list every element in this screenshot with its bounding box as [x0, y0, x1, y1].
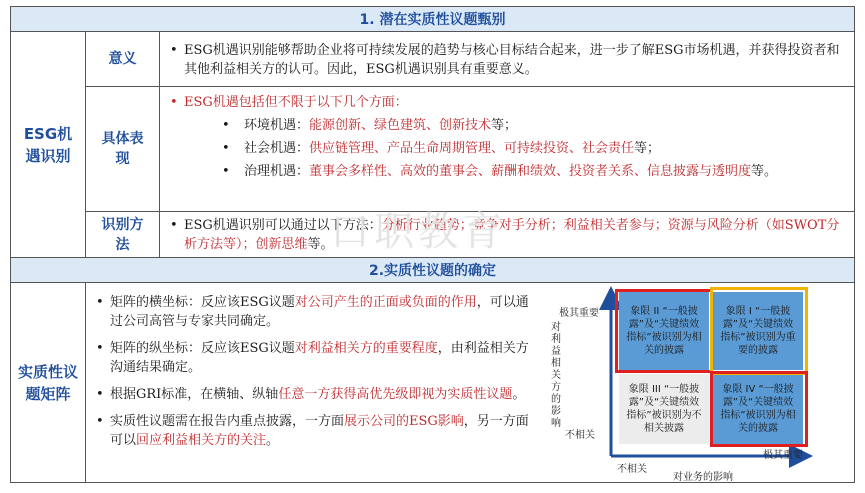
quadrant-4-highlight — [710, 371, 808, 447]
materiality-matrix — [545, 286, 853, 483]
x-high-label: 极其重要 — [763, 450, 803, 461]
social-opportunity-item — [170, 139, 844, 158]
section-1-title: 1. 潜在实质性议题甄别 — [359, 12, 506, 28]
bullet-text: 矩阵的纵坐标：反应该ESG议题 — [110, 341, 295, 356]
method-label: 识别方法 — [101, 216, 144, 253]
bullet-highlight: 对利益相关方的重要程度 — [294, 341, 438, 356]
bullet-text: 。 — [266, 433, 280, 448]
method-content: 分析行业趋势；竞争对手分析；利益相关者参与；资源与风险分析（如SWOT分析方法等）；创新思维 — [184, 218, 840, 252]
matrix-bullet-y-axis — [96, 339, 536, 377]
method-text — [170, 216, 844, 254]
bullet-text: ，可以通过公司高管与专家共同确定。 — [110, 295, 529, 329]
section-2-title: 2.实质性议题的确定 — [368, 263, 497, 279]
bullet-highlight: 任意一方获得高优先级即视为实质性议题 — [278, 387, 513, 402]
quadrant-3 — [619, 374, 709, 444]
meaning-label: 意义 — [108, 51, 137, 67]
bullet-text: 矩阵的横坐标：反应该ESG议题 — [110, 295, 295, 310]
item-suffix: 等； — [491, 118, 518, 133]
bullet-text: 根据GRI标准，在横轴、纵轴 — [110, 387, 279, 402]
esg-opportunity-label-cell — [10, 31, 86, 258]
bullet-highlight: 对公司产生的正面或负面的作用 — [294, 295, 477, 310]
environment-opportunity-item — [170, 116, 844, 135]
item-content: 董事会多样性、高效的董事会、薪酬和绩效、投资者关系、信息披露与透明度 — [309, 164, 752, 179]
quadrant-2-highlight — [615, 289, 713, 373]
item-prefix: 环境机遇： — [244, 118, 310, 133]
matrix-bullet-gri — [96, 385, 536, 404]
x-axis-label: 对业务的影响 — [673, 472, 733, 483]
meaning-text: • ESG机遇识别能够帮助企业将可持续发展的趋势与核心目标结合起来，进一步了解ESG市场机遇，并获得投资者和其他利益相关方的认可。因此，ESG机遇识别具有重要意义。 — [170, 41, 844, 79]
matrix-label: 实质性议题矩阵 — [17, 362, 78, 403]
item-content: 能源创新、绿色建筑、创新技术 — [309, 118, 492, 133]
bullet-text: 。 — [512, 387, 526, 402]
matrix-bullet-x-axis — [96, 293, 536, 331]
bullet-highlight: 回应利益相关方的关注 — [136, 433, 267, 448]
meaning-label-cell — [85, 31, 160, 87]
bullet-text: 实质性议题需在报告内重点披露，一方面 — [110, 414, 345, 429]
method-content-cell — [159, 211, 855, 258]
specific-intro: • ESG机遇包括但不限于以下几个方面： — [170, 93, 844, 112]
meaning-content-cell — [159, 31, 855, 87]
matrix-bullet-list — [96, 293, 536, 450]
governance-opportunity-item — [170, 162, 844, 181]
method-prefix: ESG机遇识别可以通过以下方法： — [184, 218, 382, 233]
watermark: 口职教育 — [330, 209, 506, 255]
matrix-label-cell — [10, 282, 86, 483]
item-content: 供应链管理、产品生命周期管理、可持续投资、社会责任 — [309, 141, 635, 156]
bullet-text: ，由利益相关方沟通结果确定。 — [110, 341, 529, 375]
esg-opportunity-label: ESG机遇识别 — [23, 124, 73, 165]
x-low-label: 不相关 — [617, 464, 647, 475]
specific-label: 具体表现 — [101, 131, 144, 167]
method-label-cell — [85, 211, 160, 258]
y-low-label: 不相关 — [565, 430, 595, 441]
bullet-highlight: 展示公司的ESG影响 — [344, 414, 464, 429]
quadrant-3-text: 象限 III “一般披露”及“关键绩效指标”被识别为不相关披露 — [626, 384, 702, 434]
section-2-header — [10, 257, 855, 283]
section-1-header — [10, 6, 855, 32]
item-suffix: 等； — [634, 141, 661, 156]
quadrant-4-text: 象限 IV “一般披露”及“关键绩效指标”被识别为相关的披露 — [720, 384, 796, 434]
specific-content-cell — [159, 86, 855, 212]
bullet-text: ，另一方面可以 — [110, 414, 529, 448]
quadrant-1-text: 象限 I “一般披露”及“关键绩效指标”被识别为重要的披露 — [720, 306, 796, 356]
specific-label-cell — [85, 86, 160, 212]
quadrant-2-text: 象限 II “一般披露”及“关键绩效指标”被识别为相关的披露 — [626, 306, 702, 356]
quadrant-1-highlight — [710, 287, 808, 375]
item-suffix: 等。 — [751, 164, 778, 179]
item-prefix: 治理机遇： — [244, 164, 310, 179]
item-prefix: 社会机遇： — [244, 141, 310, 156]
y-axis-label: 对利益相关方的影响 — [551, 322, 561, 429]
matrix-bullet-disclosure — [96, 412, 536, 450]
method-suffix: 等。 — [307, 237, 334, 252]
y-high-label: 极其重要 — [559, 308, 599, 319]
